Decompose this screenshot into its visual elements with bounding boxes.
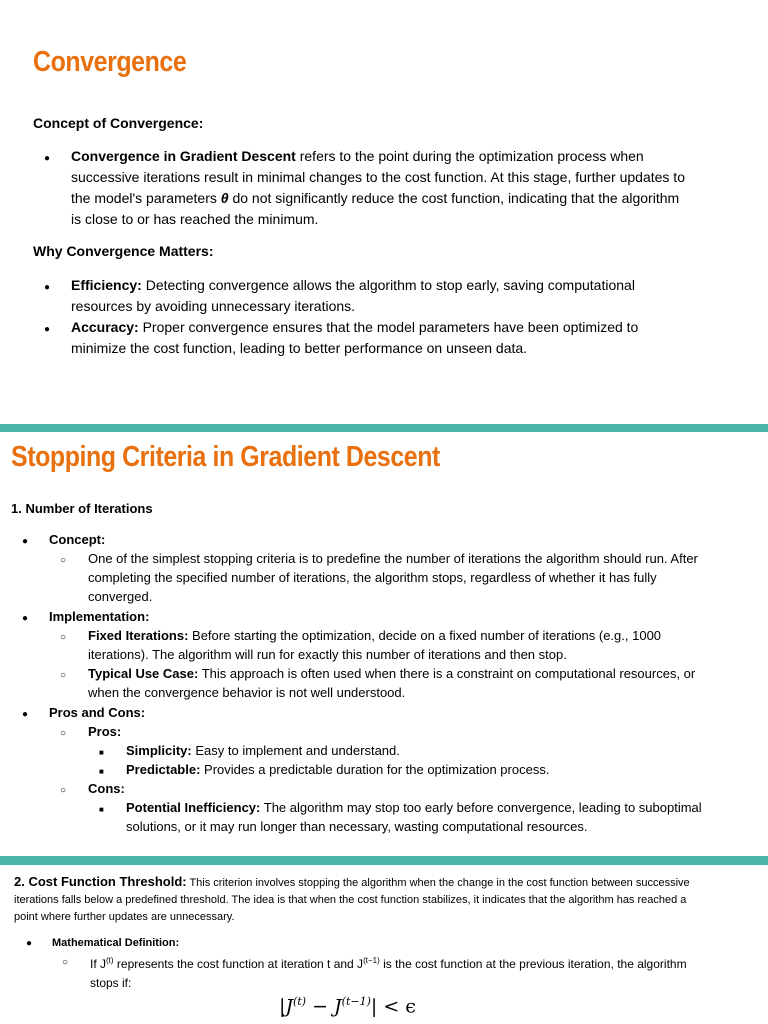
concept-text-line-1: One of the simplest stopping criteria is to predefine the number of iterations the algorithm should run. After: [88, 551, 698, 566]
efficiency-term: Efficiency:: [71, 277, 142, 293]
cost-threshold-intro: [14, 873, 690, 926]
inefficiency-term: Potential Inefficiency:: [126, 800, 261, 815]
circle-bullet-icon: [60, 549, 66, 570]
implementation-label: Implementation:: [49, 609, 150, 624]
typical-line-1: This approach is often used when there is a constraint on computational resources, or: [198, 666, 696, 681]
formula-j1: J: [285, 995, 294, 1018]
typical-use-term: Typical Use Case:: [88, 666, 199, 681]
def-part-c: is the cost function at the previous iteration, the algorithm: [379, 957, 687, 971]
concept-line-4: is close to or has reached the minimum.: [71, 211, 319, 227]
concept-line-1: refers to the point during the optimization process when: [295, 148, 644, 164]
concept-paragraph: [71, 146, 761, 230]
concept-term: Convergence in Gradient Descent: [71, 148, 296, 164]
circle-bullet-icon: [60, 626, 66, 647]
typical-line-2: when the convergence behavior is not well understood.: [88, 685, 406, 700]
simplicity-term: Simplicity:: [126, 743, 192, 758]
intro-line-1: This criterion involves stopping the algorithm when the change in the cost function between successive: [186, 877, 690, 889]
math-definition-label: Mathematical Definition:: [52, 937, 180, 949]
fixed-iterations-term: Fixed Iterations:: [88, 628, 189, 643]
cons-label: Cons:: [88, 781, 125, 796]
def-sup-1: (t): [106, 956, 114, 965]
fixed-line-1: Before starting the optimization, decide on a fixed number of iterations (e.g., 1000: [188, 628, 662, 643]
accuracy-line-1: Proper convergence ensures that the model parameters have been optimized to: [138, 319, 639, 335]
def-sup-2: (t−1): [363, 956, 380, 965]
concept-text-line-2: completing the specified number of iterations, the algorithm stops, regardless of whether it has fully: [88, 570, 657, 585]
efficiency-line-2: resources by avoiding unnecessary iterations.: [71, 298, 356, 314]
inefficiency-line-2: solutions, or it may run longer than necessary, wasting computational resources.: [126, 819, 588, 834]
bullet-icon: [22, 607, 28, 628]
square-bullet-icon: [99, 760, 104, 781]
predictable-item: [126, 760, 549, 779]
intro-line-3: point where further updates are unnecessary.: [14, 911, 235, 923]
formula-minus: −: [306, 995, 335, 1018]
concept-line-3a: the model's parameters: [71, 190, 221, 206]
bullet-icon: [22, 703, 28, 724]
circle-bullet-icon: [60, 664, 66, 685]
typical-use-item: [88, 664, 695, 702]
why-heading: Why Convergence Matters:: [33, 243, 214, 259]
concept-label: Concept:: [49, 532, 106, 547]
pros-label: Pros:: [88, 724, 122, 739]
bullet-icon: [22, 530, 28, 551]
formula-close: | < ϵ: [370, 995, 416, 1018]
bullet-icon: [44, 275, 50, 298]
pros-cons-label: Pros and Cons:: [49, 705, 146, 720]
inefficiency-line-1: The algorithm may stop too early before convergence, leading to suboptimal: [260, 800, 702, 815]
formula-j2: J: [334, 995, 342, 1018]
accuracy-item: [71, 317, 638, 359]
fixed-iterations-item: [88, 626, 661, 664]
bullet-icon: [44, 146, 50, 169]
simplicity-text: Easy to implement and understand.: [191, 743, 400, 758]
circle-bullet-icon: [60, 722, 66, 743]
circle-bullet-icon: [60, 779, 66, 800]
section-divider: [0, 856, 768, 865]
cost-threshold-heading: 2. Cost Function Threshold:: [14, 874, 187, 889]
def-line-2: stops if:: [90, 976, 132, 990]
inefficiency-item: [126, 798, 702, 836]
concept-text: [88, 549, 698, 606]
simplicity-item: [126, 741, 400, 760]
section-divider: [0, 424, 768, 432]
formula-sup-2: (t−1): [341, 995, 371, 1008]
theta-symbol: θ: [220, 190, 229, 206]
predictable-text: Provides a predictable duration for the optimization process.: [200, 762, 550, 777]
formula-open-bar: |: [279, 995, 286, 1018]
concept-line-2: successive iterations result in minimal changes to the cost function. At this stage, further updates to: [71, 169, 685, 185]
efficiency-line-1: Detecting convergence allows the algorithm to stop early, saving computational: [141, 277, 635, 293]
circle-bullet-icon: [62, 951, 68, 972]
def-part-b: represents the cost function at iteration t and J: [113, 957, 364, 971]
efficiency-item: [71, 275, 635, 317]
definition-text: [90, 951, 687, 993]
def-part-a: If J: [90, 957, 107, 971]
concept-line-3b: do not significantly reduce the cost function, indicating that the algorithm: [228, 190, 680, 206]
formula-sup-1: (t): [293, 995, 307, 1008]
square-bullet-icon: [99, 741, 104, 762]
stopping-formula: [279, 995, 416, 1017]
predictable-term: Predictable:: [126, 762, 201, 777]
bullet-icon: [26, 935, 32, 952]
fixed-line-2: iterations). The algorithm will run for exactly this number of iterations and then stop.: [88, 647, 567, 662]
concept-heading: Concept of Convergence:: [33, 115, 204, 131]
page-title: Convergence: [33, 46, 187, 78]
iterations-heading: 1. Number of Iterations: [11, 501, 153, 516]
concept-text-line-3: converged.: [88, 589, 153, 604]
square-bullet-icon: [99, 798, 104, 819]
accuracy-line-2: minimize the cost function, leading to better performance on unseen data.: [71, 340, 528, 356]
accuracy-term: Accuracy:: [71, 319, 139, 335]
section-title: Stopping Criteria in Gradient Descent: [11, 441, 440, 473]
intro-line-2: iterations falls below a predefined threshold. The idea is that when the cost function stabilizes, it indicates that the algorithm has reached a: [14, 894, 687, 906]
bullet-icon: [44, 317, 50, 340]
